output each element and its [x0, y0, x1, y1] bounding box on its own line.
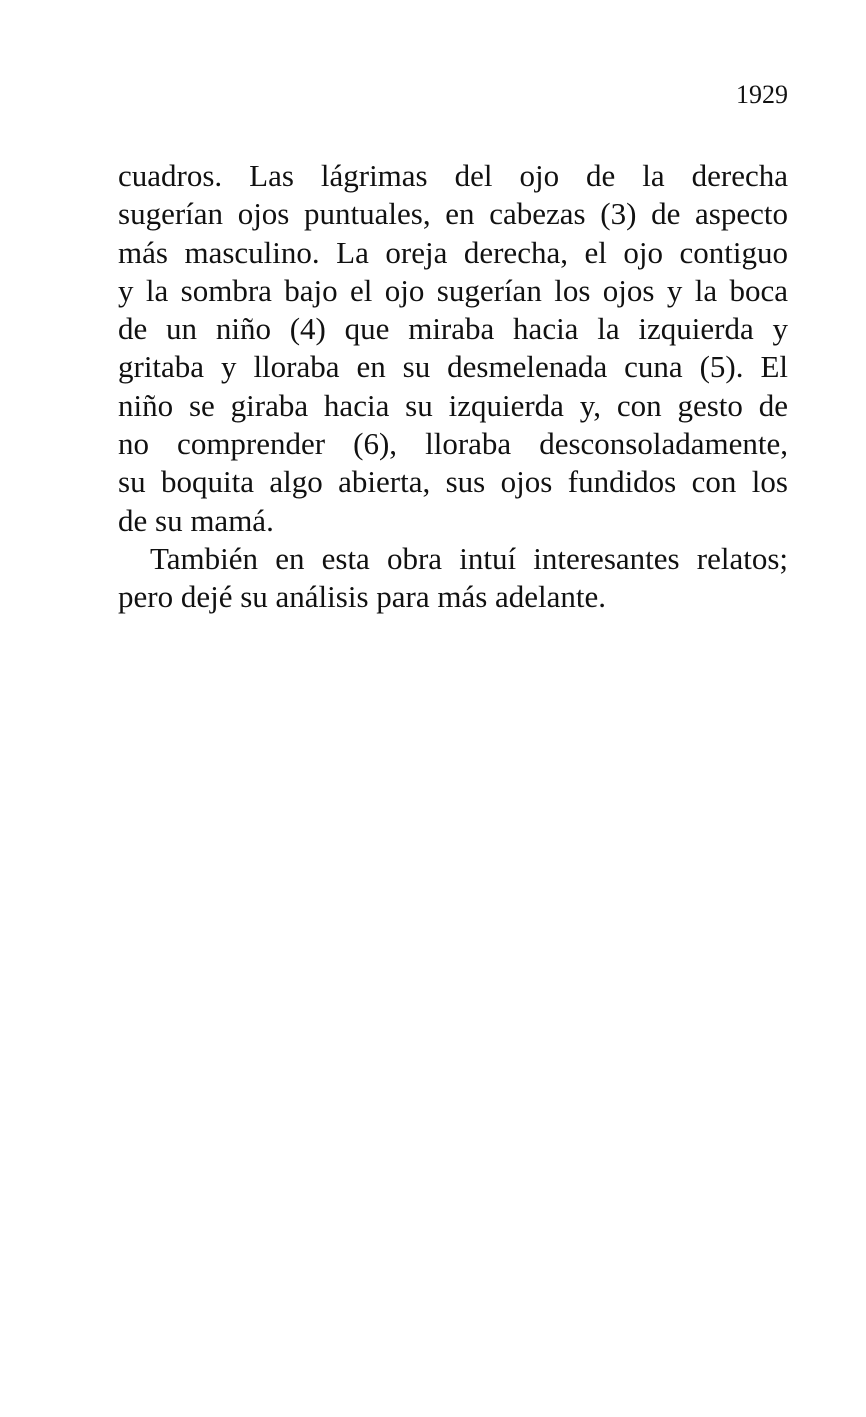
paragraph-1 — [118, 157, 788, 540]
text-line: de un niño (4) que miraba hacia la izquierda y — [118, 311, 788, 347]
text-line: gritaba y lloraba en su desmelenada cuna (5). El — [118, 349, 788, 385]
text-line: También en esta obra intuí interesantes relatos; — [150, 540, 788, 576]
text-line: su boquita algo abierta, sus ojos fundidos con los — [118, 464, 788, 500]
text-line: no comprender (6), lloraba desconsoladamente, — [118, 426, 788, 462]
text-line: cuadros. Las lágrimas del ojo de la derecha — [118, 158, 788, 193]
text-line: pero dejé su análisis para más adelante. — [118, 579, 607, 615]
page-number: 1929 — [736, 80, 788, 109]
text-line: sugerían ojos puntuales, en cabezas (3) de aspecto — [118, 196, 788, 232]
paragraph-2 — [118, 540, 788, 617]
text-line: niño se giraba hacia su izquierda y, con gesto de — [118, 387, 788, 423]
text-line: de su mamá. — [118, 502, 274, 538]
body-text — [118, 157, 788, 617]
text-line: más masculino. La oreja derecha, el ojo contiguo — [118, 234, 788, 270]
text-line: y la sombra bajo el ojo sugerían los ojos y la boca — [118, 272, 788, 308]
